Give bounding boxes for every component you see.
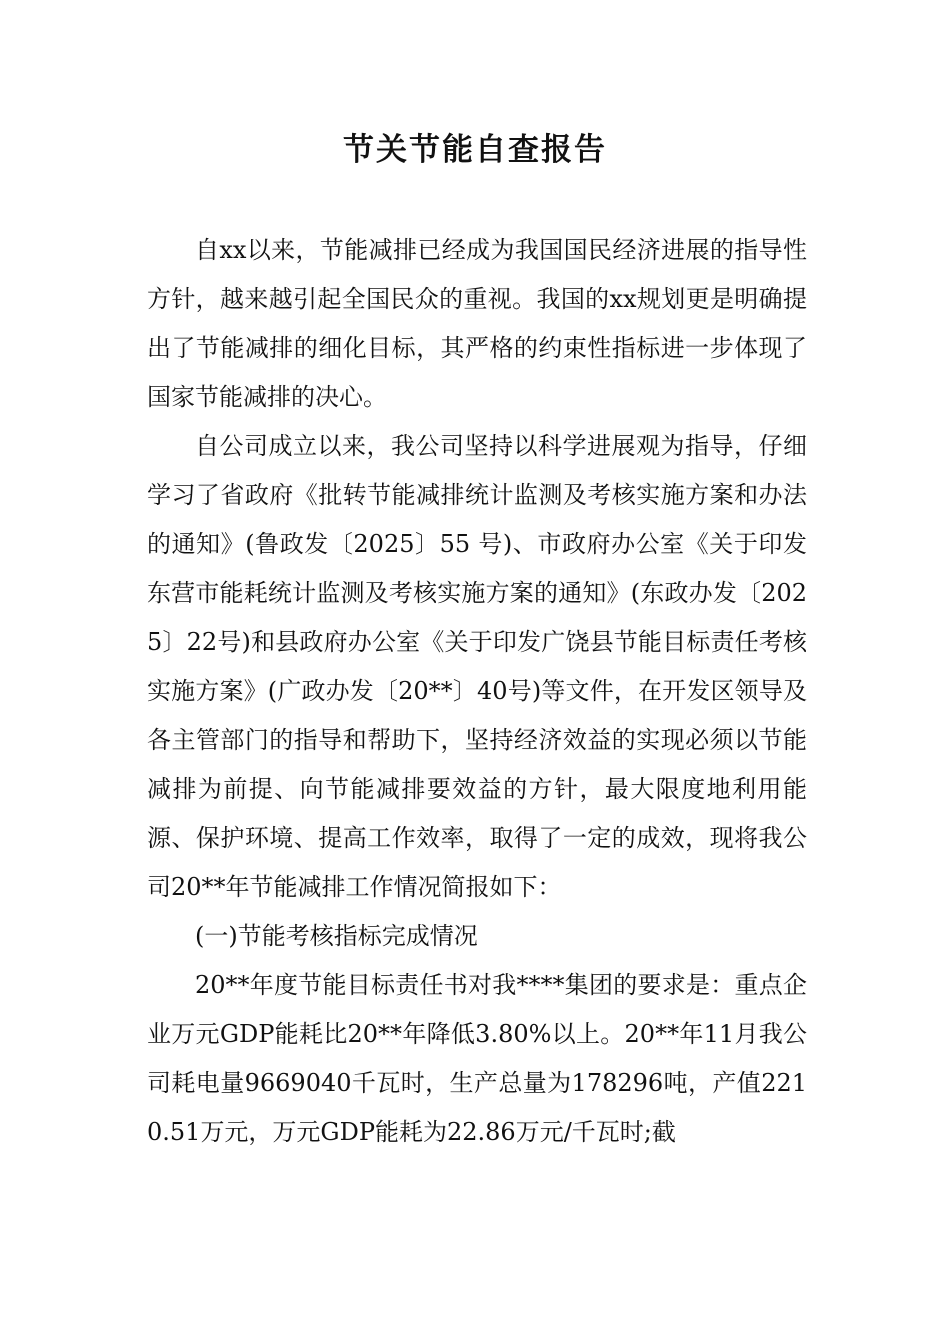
document-title: 节关节能自查报告 (343, 132, 607, 168)
paragraph-company-work: 自公司成立以来，我公司坚持以科学进展观为指导，仔细学习了省政府《批转节能减排统计监测及考核实施方案和办法的通知》(鲁政发〔2025〕55 号)、市政府办公室《关于印发东营市能耗统计监测及考核实施方案的通知》(东政办发〔2025〕22号)和县政府办公室《关于印发广饶县节能目标责任考核实施方案》(广政办发〔20**〕40号)等文件，在开发区领导及各主管部门的指导和帮助下，坚持经济效益的实现必须以节能减排为前提、向节能减排要效益的方针，最大限度地利用能源、保护环境、提高工作效率，取得了一定的成效，现将我公司20**年节能减排工作情况简报如下： (147, 432, 807, 901)
paragraph-indicators: 20**年度节能目标责任书对我****集团的要求是：重点企业万元GDP能耗比20**年降低3.80%以上。20**年11月我公司耗电量9669040千瓦时，生产总量为178296吨，产值2210.51万元，万元GDP能耗为22.86万元/千瓦时;截 (147, 971, 807, 1146)
document-body (147, 226, 807, 1157)
paragraph-intro: 自xx以来，节能减排已经成为我国国民经济进展的指导性方针，越来越引起全国民众的重视。我国的xx规划更是明确提出了节能减排的细化目标，其严格的约束性指标进一步体现了国家节能减排的决心。 (147, 236, 807, 411)
section-heading-indicators: (一)节能考核指标完成情况 (195, 922, 478, 950)
